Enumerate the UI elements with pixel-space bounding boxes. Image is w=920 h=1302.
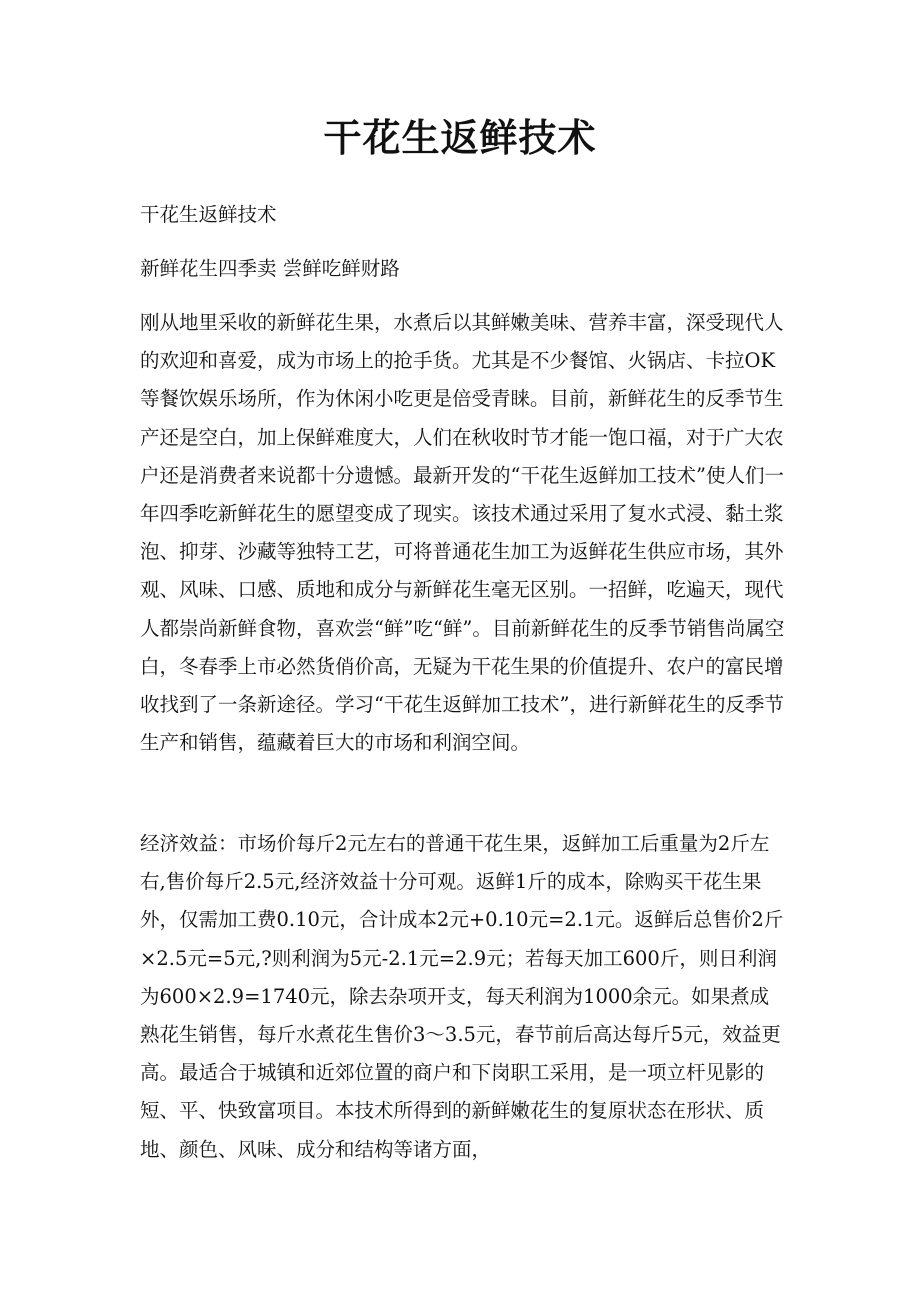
document-subtitle: 干花生返鲜技术	[140, 203, 277, 226]
body-paragraph-intro: 刚从地里采收的新鲜花生果，水煮后以其鲜嫩美味、营养丰富，深受现代人的欢迎和喜爱，成为市场上的抢手货。尤其是不少餐馆、火锅店、卡拉OK等餐饮娱乐场所，作为休闲小吃更是倍受青睐。目前，新鲜花生的反季节生产还是空白，加上保鲜难度大，人们在秋收时节才能一饱口福，对于广大农户还是消费者来说都十分遗憾。最新开发的“干花生返鲜加工技术”使人们一年四季吃新鲜花生的愿望变成了现实。该技术通过采用了复水式浸、黏土浆泡、抑芽、沙藏等独特工艺，可将普通花生加工为返鲜花生供应市场，其外观、风味、口感、质地和成分与新鲜花生毫无区别。一招鲜，吃遍天，现代人都崇尚新鲜食物，喜欢尝“鲜”吃“鲜”。目前新鲜花生的反季节销售尚属空白，冬春季上市必然货俏价高，无疑为干花生果的价值提升、农户的富民增收找到了一条新途径。学习“干花生返鲜加工技术”，进行新鲜花生的反季节生产和销售，蕴藏着巨大的市场和利润空间。	[140, 311, 785, 755]
document-tagline: 新鲜花生四季卖 尝鲜吃鲜财路	[140, 257, 400, 280]
body-paragraph-economics: 经济效益：市场价每斤2元左右的普通干花生果，返鲜加工后重量为2斤左右,售价每斤2.5元,经济效益十分可观。返鲜1斤的成本，除购买干花生果外，仅需加工费0.10元，合计成本2元+0.10元=2.1元。返鲜后总售价2斤×2.5元=5元,?则利润为5元-2.1元=2.9元；若每天加工600斤，则日利润为600×2.9=1740元，除去杂项开支，每天利润为1000余元。如果煮成熟花生销售，每斤水煮花生售价3～3.5元，春节前后高达每斤5元，效益更高。最适合于城镇和近郊位置的商户和下岗职工采用，是一项立杆见影的短、平、快致富项目。本技术所得到的新鲜嫩花生的复原状态在形状、质地、颜色、风味、成分和结构等诸方面，	[140, 832, 784, 1161]
document-title: 干花生返鲜技术	[323, 115, 597, 160]
